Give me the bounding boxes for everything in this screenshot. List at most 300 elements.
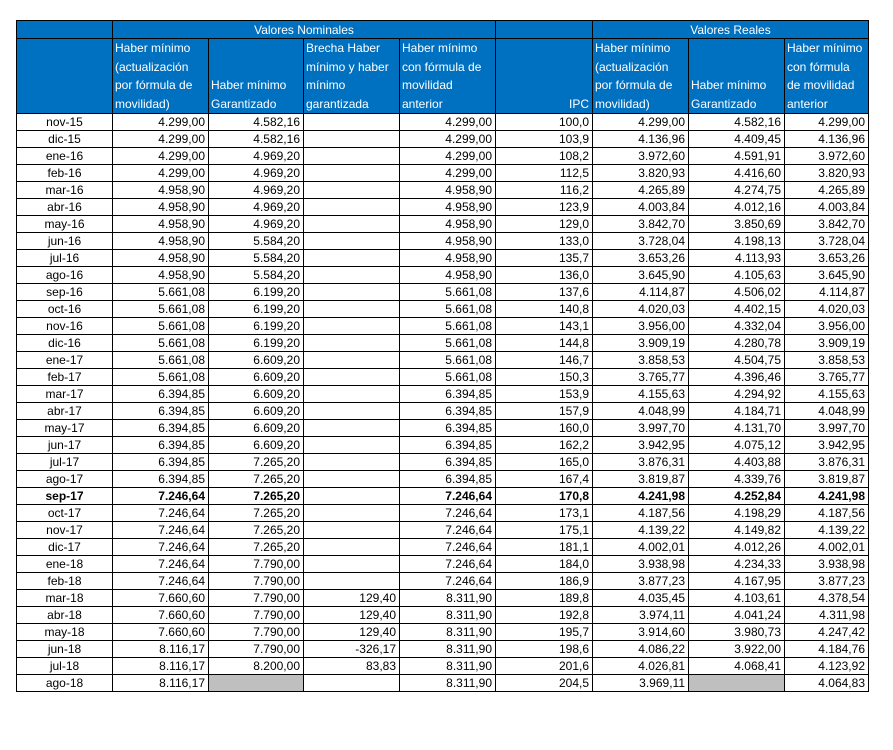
formula-anterior-nominal-cell: 7.246,64: [400, 539, 496, 556]
ipc-cell: 112,5: [496, 165, 593, 182]
table-row: [17, 607, 869, 624]
ipc-cell: 173,1: [496, 505, 593, 522]
brecha-cell: [304, 505, 400, 522]
garantizado-real-cell: 3.850,69: [689, 216, 785, 233]
ipc-cell: 170,8: [496, 488, 593, 505]
brecha-cell: [304, 233, 400, 250]
garantizado-nominal-cell: 4.969,20: [209, 216, 304, 233]
ipc-cell: 153,9: [496, 386, 593, 403]
formula-anterior-nominal-cell: 8.311,90: [400, 675, 496, 692]
brecha-cell: [304, 199, 400, 216]
formula-anterior-nominal-cell: 4.299,00: [400, 114, 496, 131]
formula-anterior-nominal-cell: 4.958,90: [400, 199, 496, 216]
group-header-row: [17, 21, 869, 39]
brecha-cell: [304, 131, 400, 148]
garantizado-nominal-cell: 4.969,20: [209, 182, 304, 199]
brecha-cell: [304, 675, 400, 692]
haber-minimo-nominal-cell: 5.661,08: [113, 369, 209, 386]
table-row: [17, 301, 869, 318]
ipc-cell: 137,6: [496, 284, 593, 301]
date-cell: ene-18: [17, 556, 113, 573]
garantizado-real-cell: 4.504,75: [689, 352, 785, 369]
garantizado-real-cell: 4.113,93: [689, 250, 785, 267]
formula-anterior-real-cell: 4.241,98: [785, 488, 869, 505]
haber-minimo-real-cell: 3.842,70: [593, 216, 689, 233]
ipc-cell: 175,1: [496, 522, 593, 539]
ipc-cell: 165,0: [496, 454, 593, 471]
formula-anterior-nominal-cell: 5.661,08: [400, 301, 496, 318]
garantizado-real-cell: 4.402,15: [689, 301, 785, 318]
table-row: [17, 624, 869, 641]
formula-anterior-nominal-cell: 7.246,64: [400, 556, 496, 573]
table-row: [17, 114, 869, 131]
haber-minimo-real-cell: 3.969,11: [593, 675, 689, 692]
garantizado-real-cell: 4.506,02: [689, 284, 785, 301]
brecha-cell: [304, 420, 400, 437]
formula-anterior-real-cell: 4.002,01: [785, 539, 869, 556]
brecha-cell: [304, 318, 400, 335]
date-cell: jun-16: [17, 233, 113, 250]
table-row: [17, 369, 869, 386]
haber-minimo-real-cell: 3.972,60: [593, 148, 689, 165]
ipc-cell: 189,8: [496, 590, 593, 607]
table-row: [17, 403, 869, 420]
formula-anterior-real-cell: 4.247,42: [785, 624, 869, 641]
garantizado-real-cell: 4.184,71: [689, 403, 785, 420]
brecha-cell: [304, 335, 400, 352]
ipc-cell: 144,8: [496, 335, 593, 352]
haber-minimo-nominal-cell: 7.246,64: [113, 556, 209, 573]
formula-anterior-nominal-cell: 5.661,08: [400, 335, 496, 352]
garantizado-real-cell: 4.280,78: [689, 335, 785, 352]
haber-minimo-real-cell: 4.020,03: [593, 301, 689, 318]
garantizado-nominal-cell: 7.790,00: [209, 641, 304, 658]
haber-minimo-nominal-cell: 6.394,85: [113, 437, 209, 454]
garantizado-nominal-cell: 4.969,20: [209, 148, 304, 165]
haber-minimo-real-cell: 4.155,63: [593, 386, 689, 403]
garantizado-nominal-cell: 5.584,20: [209, 267, 304, 284]
ipc-cell: 201,6: [496, 658, 593, 675]
haber-minimo-nominal-cell: 4.958,90: [113, 216, 209, 233]
brecha-cell: [304, 148, 400, 165]
date-cell: ene-16: [17, 148, 113, 165]
formula-anterior-real-cell: 3.728,04: [785, 233, 869, 250]
ipc-cell: 162,2: [496, 437, 593, 454]
garantizado-nominal-cell: 4.582,16: [209, 131, 304, 148]
garantizado-nominal-cell: 7.265,20: [209, 488, 304, 505]
ipc-cell: 100,0: [496, 114, 593, 131]
formula-anterior-nominal-cell: 5.661,08: [400, 284, 496, 301]
garantizado-nominal-cell: 6.609,20: [209, 386, 304, 403]
haber-minimo-real-cell: 3.877,23: [593, 573, 689, 590]
garantizado-real-cell: 4.294,92: [689, 386, 785, 403]
haber-minimo-nominal-cell: 7.246,64: [113, 505, 209, 522]
date-cell: ago-16: [17, 267, 113, 284]
col-haber-minimo-nominal: Haber mínimo (actualización por fórmula de movilidad): [113, 39, 209, 114]
formula-anterior-nominal-cell: 6.394,85: [400, 471, 496, 488]
haber-minimo-real-cell: 3.938,98: [593, 556, 689, 573]
garantizado-real-cell: 4.332,04: [689, 318, 785, 335]
ipc-cell: 195,7: [496, 624, 593, 641]
haber-minimo-nominal-cell: 7.246,64: [113, 539, 209, 556]
brecha-cell: [304, 352, 400, 369]
table-row: [17, 658, 869, 675]
table-row: [17, 386, 869, 403]
formula-anterior-real-cell: 3.997,70: [785, 420, 869, 437]
garantizado-nominal-cell: 7.265,20: [209, 505, 304, 522]
brecha-cell: 129,40: [304, 607, 400, 624]
haber-minimo-real-cell: 4.114,87: [593, 284, 689, 301]
real-group-header: Valores Reales: [593, 21, 869, 39]
haber-minimo-nominal-cell: 8.116,17: [113, 658, 209, 675]
empty-header-cell: [17, 21, 113, 39]
garantizado-nominal-cell: 7.265,20: [209, 454, 304, 471]
garantizado-real-cell: 4.234,33: [689, 556, 785, 573]
garantizado-real-cell: [689, 675, 785, 692]
formula-anterior-real-cell: 3.877,23: [785, 573, 869, 590]
date-cell: may-16: [17, 216, 113, 233]
brecha-cell: [304, 522, 400, 539]
haber-minimo-real-cell: 4.187,56: [593, 505, 689, 522]
formula-anterior-real-cell: 3.956,00: [785, 318, 869, 335]
garantizado-nominal-cell: 7.790,00: [209, 607, 304, 624]
haber-minimo-nominal-cell: 6.394,85: [113, 420, 209, 437]
formula-anterior-real-cell: 3.645,90: [785, 267, 869, 284]
formula-anterior-real-cell: 3.819,87: [785, 471, 869, 488]
formula-anterior-real-cell: 3.858,53: [785, 352, 869, 369]
brecha-cell: 129,40: [304, 624, 400, 641]
table-row: [17, 318, 869, 335]
formula-anterior-real-cell: 4.048,99: [785, 403, 869, 420]
formula-anterior-real-cell: 4.155,63: [785, 386, 869, 403]
formula-anterior-nominal-cell: 4.299,00: [400, 131, 496, 148]
formula-anterior-real-cell: 4.020,03: [785, 301, 869, 318]
table-row: [17, 641, 869, 658]
formula-anterior-nominal-cell: 8.311,90: [400, 590, 496, 607]
haber-minimo-real-cell: 4.139,22: [593, 522, 689, 539]
formula-anterior-nominal-cell: 6.394,85: [400, 420, 496, 437]
date-cell: dic-16: [17, 335, 113, 352]
table-row: [17, 165, 869, 182]
formula-anterior-nominal-cell: 8.311,90: [400, 658, 496, 675]
table-row: [17, 556, 869, 573]
garantizado-real-cell: 4.252,84: [689, 488, 785, 505]
table-row: [17, 233, 869, 250]
ipc-cell: 204,5: [496, 675, 593, 692]
brecha-cell: [304, 556, 400, 573]
table-row: [17, 182, 869, 199]
garantizado-real-cell: 4.068,41: [689, 658, 785, 675]
garantizado-real-cell: 4.131,70: [689, 420, 785, 437]
brecha-cell: [304, 386, 400, 403]
formula-anterior-real-cell: 4.299,00: [785, 114, 869, 131]
garantizado-nominal-cell: 4.969,20: [209, 199, 304, 216]
garantizado-real-cell: 4.041,24: [689, 607, 785, 624]
haber-minimo-real-cell: 3.653,26: [593, 250, 689, 267]
ipc-cell: 181,1: [496, 539, 593, 556]
haber-minimo-nominal-cell: 4.958,90: [113, 233, 209, 250]
formula-anterior-nominal-cell: 4.958,90: [400, 182, 496, 199]
haber-minimo-real-cell: 3.765,77: [593, 369, 689, 386]
brecha-cell: [304, 471, 400, 488]
ipc-cell: 135,7: [496, 250, 593, 267]
table-row: [17, 420, 869, 437]
haber-minimo-real-cell: 3.974,11: [593, 607, 689, 624]
garantizado-nominal-cell: 7.265,20: [209, 539, 304, 556]
haber-minimo-real-cell: 4.241,98: [593, 488, 689, 505]
haber-minimo-nominal-cell: 7.246,64: [113, 573, 209, 590]
ipc-cell: 143,1: [496, 318, 593, 335]
valores-table: [16, 20, 869, 692]
haber-minimo-nominal-cell: 5.661,08: [113, 335, 209, 352]
brecha-cell: [304, 165, 400, 182]
garantizado-nominal-cell: [209, 675, 304, 692]
garantizado-real-cell: 4.198,29: [689, 505, 785, 522]
brecha-cell: [304, 114, 400, 131]
formula-anterior-nominal-cell: 6.394,85: [400, 454, 496, 471]
formula-anterior-nominal-cell: 4.958,90: [400, 216, 496, 233]
table-row: [17, 267, 869, 284]
formula-anterior-nominal-cell: 4.958,90: [400, 267, 496, 284]
haber-minimo-nominal-cell: 6.394,85: [113, 471, 209, 488]
haber-minimo-real-cell: 3.728,04: [593, 233, 689, 250]
col-formula-anterior-real: Haber mínimo con fórmula de movilidad anterior: [785, 39, 869, 114]
garantizado-nominal-cell: 6.609,20: [209, 403, 304, 420]
garantizado-real-cell: 4.075,12: [689, 437, 785, 454]
formula-anterior-nominal-cell: 4.958,90: [400, 233, 496, 250]
garantizado-real-cell: 3.980,73: [689, 624, 785, 641]
garantizado-real-cell: 4.591,91: [689, 148, 785, 165]
date-cell: oct-17: [17, 505, 113, 522]
brecha-cell: [304, 488, 400, 505]
table-row: [17, 148, 869, 165]
formula-anterior-nominal-cell: 5.661,08: [400, 352, 496, 369]
garantizado-nominal-cell: 4.969,20: [209, 165, 304, 182]
haber-minimo-nominal-cell: 4.958,90: [113, 182, 209, 199]
garantizado-nominal-cell: 5.584,20: [209, 250, 304, 267]
formula-anterior-real-cell: 4.139,22: [785, 522, 869, 539]
date-cell: abr-17: [17, 403, 113, 420]
formula-anterior-nominal-cell: 6.394,85: [400, 386, 496, 403]
formula-anterior-real-cell: 3.876,31: [785, 454, 869, 471]
haber-minimo-real-cell: 4.003,84: [593, 199, 689, 216]
haber-minimo-nominal-cell: 4.299,00: [113, 131, 209, 148]
garantizado-nominal-cell: 7.790,00: [209, 624, 304, 641]
garantizado-real-cell: 4.198,13: [689, 233, 785, 250]
formula-anterior-nominal-cell: 8.311,90: [400, 641, 496, 658]
garantizado-real-cell: 4.274,75: [689, 182, 785, 199]
haber-minimo-real-cell: 3.858,53: [593, 352, 689, 369]
table-row: [17, 488, 869, 505]
table-row: [17, 131, 869, 148]
garantizado-nominal-cell: 6.609,20: [209, 437, 304, 454]
garantizado-nominal-cell: 7.790,00: [209, 590, 304, 607]
col-formula-anterior-nominal: Haber mínimo con fórmula de movilidad anterior: [400, 39, 496, 114]
haber-minimo-nominal-cell: 7.246,64: [113, 522, 209, 539]
garantizado-nominal-cell: 6.199,20: [209, 335, 304, 352]
brecha-cell: [304, 267, 400, 284]
formula-anterior-nominal-cell: 6.394,85: [400, 437, 496, 454]
date-cell: dic-17: [17, 539, 113, 556]
formula-anterior-real-cell: 3.842,70: [785, 216, 869, 233]
table-row: [17, 539, 869, 556]
garantizado-real-cell: 4.582,16: [689, 114, 785, 131]
garantizado-nominal-cell: 7.790,00: [209, 573, 304, 590]
haber-minimo-nominal-cell: 6.394,85: [113, 454, 209, 471]
haber-minimo-real-cell: 4.048,99: [593, 403, 689, 420]
haber-minimo-nominal-cell: 4.299,00: [113, 165, 209, 182]
garantizado-real-cell: 4.403,88: [689, 454, 785, 471]
formula-anterior-nominal-cell: 8.311,90: [400, 624, 496, 641]
col-brecha: Brecha Haber mínimo y haber mínimo garantizada: [304, 39, 400, 114]
ipc-cell: 150,3: [496, 369, 593, 386]
ipc-cell: 103,9: [496, 131, 593, 148]
date-cell: jun-17: [17, 437, 113, 454]
table-row: [17, 505, 869, 522]
table-row: [17, 284, 869, 301]
table-row: [17, 352, 869, 369]
table-row: [17, 471, 869, 488]
garantizado-nominal-cell: 6.199,20: [209, 318, 304, 335]
date-cell: feb-18: [17, 573, 113, 590]
formula-anterior-real-cell: 4.136,96: [785, 131, 869, 148]
date-cell: abr-18: [17, 607, 113, 624]
date-cell: may-17: [17, 420, 113, 437]
garantizado-nominal-cell: 6.609,20: [209, 369, 304, 386]
brecha-cell: [304, 539, 400, 556]
formula-anterior-real-cell: 4.114,87: [785, 284, 869, 301]
garantizado-nominal-cell: 5.584,20: [209, 233, 304, 250]
garantizado-nominal-cell: 7.265,20: [209, 522, 304, 539]
ipc-cell: 116,2: [496, 182, 593, 199]
date-cell: jul-18: [17, 658, 113, 675]
garantizado-real-cell: 4.339,76: [689, 471, 785, 488]
ipc-cell: 129,0: [496, 216, 593, 233]
garantizado-nominal-cell: 6.609,20: [209, 420, 304, 437]
brecha-cell: 129,40: [304, 590, 400, 607]
date-cell: may-18: [17, 624, 113, 641]
haber-minimo-real-cell: 4.265,89: [593, 182, 689, 199]
date-column-header: [17, 39, 113, 114]
formula-anterior-real-cell: 4.265,89: [785, 182, 869, 199]
date-cell: mar-17: [17, 386, 113, 403]
table-row: [17, 675, 869, 692]
date-cell: nov-15: [17, 114, 113, 131]
formula-anterior-nominal-cell: 4.299,00: [400, 148, 496, 165]
formula-anterior-nominal-cell: 5.661,08: [400, 318, 496, 335]
table-row: [17, 335, 869, 352]
date-cell: jun-18: [17, 641, 113, 658]
column-header-row: [17, 39, 869, 114]
date-cell: sep-17: [17, 488, 113, 505]
haber-minimo-real-cell: 4.026,81: [593, 658, 689, 675]
formula-anterior-real-cell: 3.653,26: [785, 250, 869, 267]
brecha-cell: [304, 216, 400, 233]
date-cell: nov-17: [17, 522, 113, 539]
haber-minimo-real-cell: 4.299,00: [593, 114, 689, 131]
ipc-cell: 198,6: [496, 641, 593, 658]
date-cell: feb-16: [17, 165, 113, 182]
garantizado-nominal-cell: 4.582,16: [209, 114, 304, 131]
garantizado-nominal-cell: 6.199,20: [209, 284, 304, 301]
garantizado-real-cell: 3.922,00: [689, 641, 785, 658]
garantizado-nominal-cell: 6.609,20: [209, 352, 304, 369]
formula-anterior-real-cell: 3.942,95: [785, 437, 869, 454]
table-row: [17, 454, 869, 471]
brecha-cell: [304, 437, 400, 454]
haber-minimo-real-cell: 3.942,95: [593, 437, 689, 454]
date-cell: oct-16: [17, 301, 113, 318]
formula-anterior-real-cell: 3.938,98: [785, 556, 869, 573]
date-cell: jul-17: [17, 454, 113, 471]
haber-minimo-real-cell: 3.819,87: [593, 471, 689, 488]
date-cell: mar-18: [17, 590, 113, 607]
formula-anterior-nominal-cell: 7.246,64: [400, 505, 496, 522]
garantizado-real-cell: 4.105,63: [689, 267, 785, 284]
formula-anterior-nominal-cell: 8.311,90: [400, 607, 496, 624]
formula-anterior-real-cell: 4.003,84: [785, 199, 869, 216]
haber-minimo-real-cell: 3.876,31: [593, 454, 689, 471]
brecha-cell: [304, 250, 400, 267]
haber-minimo-real-cell: 4.035,45: [593, 590, 689, 607]
date-cell: sep-16: [17, 284, 113, 301]
haber-minimo-nominal-cell: 6.394,85: [113, 403, 209, 420]
haber-minimo-nominal-cell: 4.958,90: [113, 267, 209, 284]
formula-anterior-nominal-cell: 7.246,64: [400, 522, 496, 539]
haber-minimo-nominal-cell: 7.660,60: [113, 624, 209, 641]
formula-anterior-nominal-cell: 5.661,08: [400, 369, 496, 386]
haber-minimo-nominal-cell: 7.660,60: [113, 607, 209, 624]
haber-minimo-nominal-cell: 5.661,08: [113, 318, 209, 335]
formula-anterior-real-cell: 3.909,19: [785, 335, 869, 352]
haber-minimo-nominal-cell: 4.958,90: [113, 199, 209, 216]
ipc-cell: 157,9: [496, 403, 593, 420]
date-cell: feb-17: [17, 369, 113, 386]
garantizado-nominal-cell: 7.265,20: [209, 471, 304, 488]
brecha-cell: [304, 301, 400, 318]
haber-minimo-nominal-cell: 8.116,17: [113, 675, 209, 692]
ipc-cell: 136,0: [496, 267, 593, 284]
garantizado-nominal-cell: 8.200,00: [209, 658, 304, 675]
table-row: [17, 437, 869, 454]
formula-anterior-real-cell: 4.187,56: [785, 505, 869, 522]
table-body: [17, 21, 869, 692]
formula-anterior-real-cell: 3.765,77: [785, 369, 869, 386]
garantizado-nominal-cell: 7.790,00: [209, 556, 304, 573]
haber-minimo-nominal-cell: 5.661,08: [113, 352, 209, 369]
brecha-cell: [304, 369, 400, 386]
garantizado-real-cell: 4.012,16: [689, 199, 785, 216]
garantizado-real-cell: 4.409,45: [689, 131, 785, 148]
col-haber-minimo-real: Haber mínimo (actualización por fórmula de movilidad): [593, 39, 689, 114]
nominal-group-header: Valores Nominales: [113, 21, 496, 39]
haber-minimo-nominal-cell: 5.661,08: [113, 284, 209, 301]
empty-header-cell: [496, 21, 593, 39]
formula-anterior-real-cell: 3.972,60: [785, 148, 869, 165]
table-row: [17, 590, 869, 607]
formula-anterior-real-cell: 4.378,54: [785, 590, 869, 607]
haber-minimo-real-cell: 4.002,01: [593, 539, 689, 556]
haber-minimo-real-cell: 3.914,60: [593, 624, 689, 641]
formula-anterior-nominal-cell: 7.246,64: [400, 488, 496, 505]
formula-anterior-real-cell: 4.123,92: [785, 658, 869, 675]
date-cell: jul-16: [17, 250, 113, 267]
table-row: [17, 216, 869, 233]
haber-minimo-nominal-cell: 7.660,60: [113, 590, 209, 607]
formula-anterior-real-cell: 4.311,98: [785, 607, 869, 624]
garantizado-real-cell: 4.149,82: [689, 522, 785, 539]
haber-minimo-real-cell: 3.956,00: [593, 318, 689, 335]
